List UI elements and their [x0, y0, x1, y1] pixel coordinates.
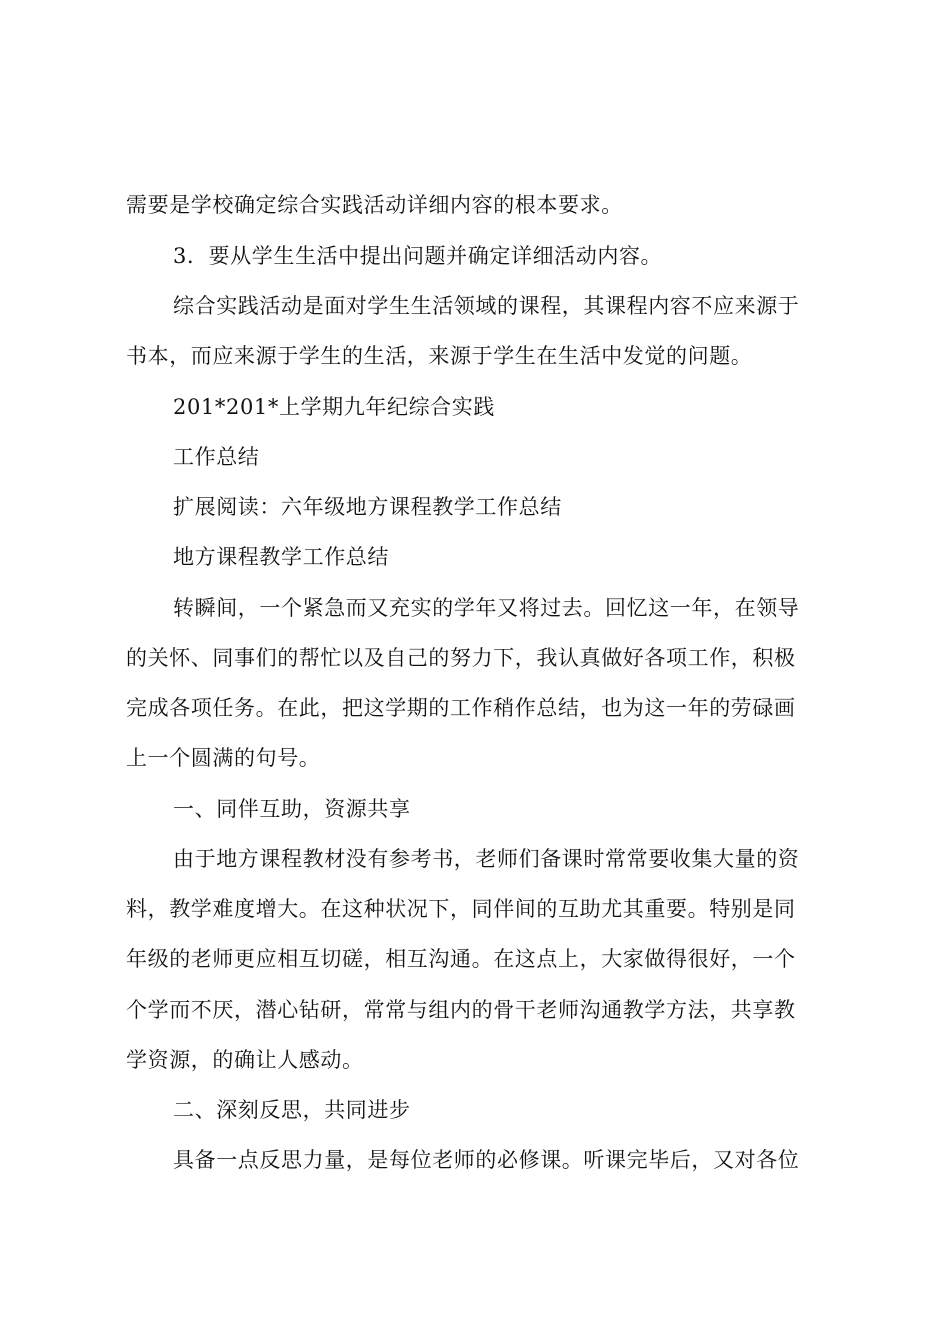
paragraph-line: 需要是学校确定综合实践活动详细内容的根本要求。	[126, 193, 623, 217]
paragraph-line: 转瞬间，一个紧急而又充实的学年又将过去。回忆这一年，在领导	[173, 596, 800, 620]
paragraph-line: 料，教学难度增大。在这种状况下，同伴间的互助尤其重要。特别是同	[126, 897, 796, 921]
paragraph-line: 具备一点反思力量，是每位老师的必修课。听课完毕后，又对各位	[173, 1148, 800, 1172]
section-heading-1: 一、同伴互助，资源共享	[173, 797, 411, 821]
paragraph-line: 书本，而应来源于学生的生活，来源于学生在生活中发觉的问题。	[126, 344, 753, 368]
list-item-3: 3．要从学生生活中提出问题并确定详细活动内容。	[173, 244, 663, 268]
paragraph-line: 综合实践活动是面对学生生活领域的课程，其课程内容不应来源于	[173, 294, 800, 318]
paragraph-line: 上一个圆满的句号。	[126, 746, 321, 770]
paragraph-line: 年级的老师更应相互切磋，相互沟通。在这点上，大家做得很好，一个	[126, 947, 796, 971]
paragraph-line: 个学而不厌，潜心钻研，常常与组内的骨干老师沟通教学方法，共享教	[126, 998, 796, 1022]
section-title-line: 工作总结	[173, 445, 260, 469]
paragraph-line: 学资源，的确让人感动。	[126, 1048, 364, 1072]
section-title-line: 201*201*上学期九年纪综合实践	[173, 395, 495, 419]
paragraph-line: 完成各项任务。在此，把这学期的工作稍作总结，也为这一年的劳碌画	[126, 696, 796, 720]
extended-reading-heading: 扩展阅读：六年级地方课程教学工作总结	[173, 495, 562, 519]
paragraph-line: 由于地方课程教材没有参考书，老师们备课时常常要收集大量的资	[173, 847, 800, 871]
section-heading-2: 二、深刻反思，共同进步	[173, 1098, 411, 1122]
document-heading: 地方课程教学工作总结	[173, 545, 389, 569]
paragraph-line: 的关怀、同事们的帮忙以及自己的努力下，我认真做好各项工作，积极	[126, 646, 796, 670]
